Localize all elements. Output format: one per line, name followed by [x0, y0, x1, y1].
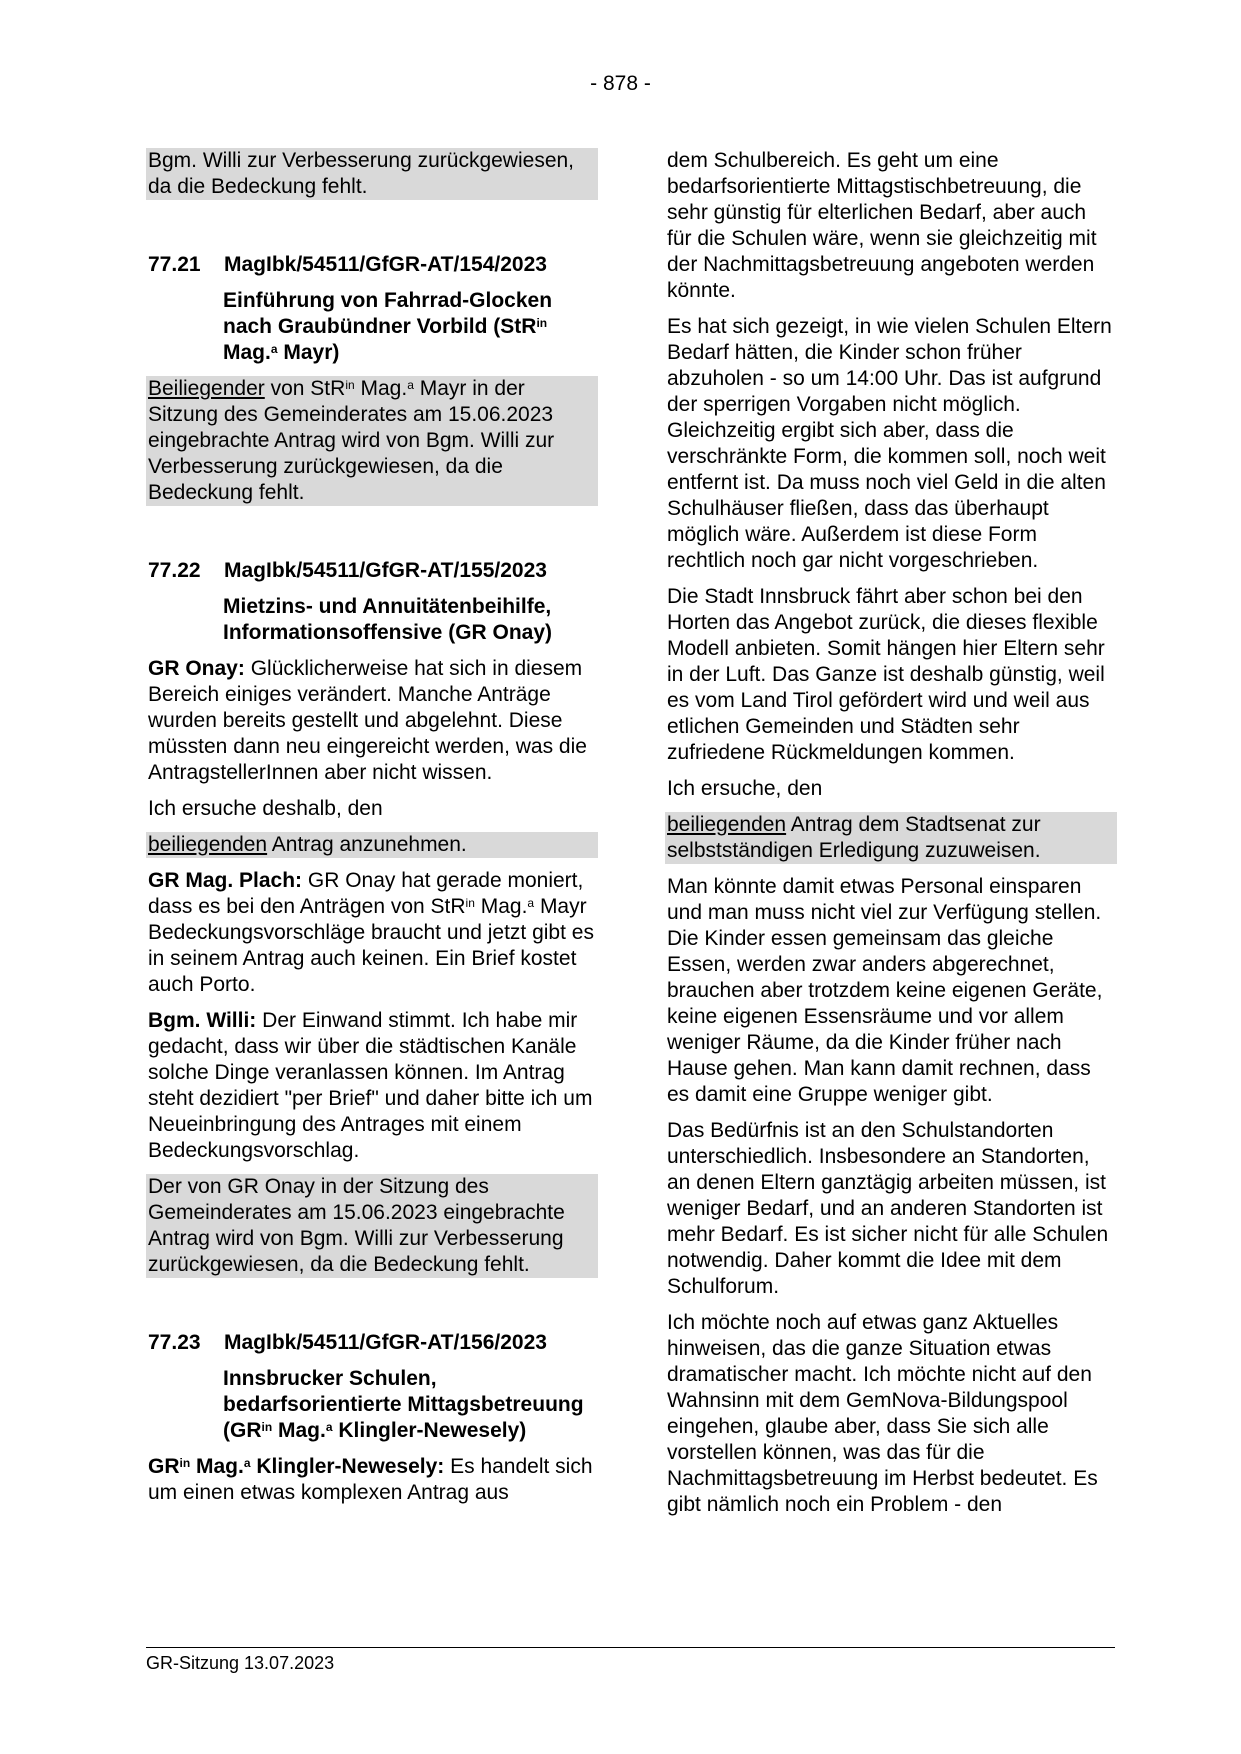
agenda-item-reference: MagIbk/54511/GfGR-AT/155/2023	[224, 559, 547, 582]
speech-paragraph: Ich ersuche, den	[667, 777, 823, 800]
agenda-item-title: Innsbrucker Schulen, bedarfsorientierte Mittagsbetreuung ($GR^{in}$ Mag.$^a$ Klingler-Newesely)	[223, 1367, 584, 1442]
speech-paragraph: dem Schulbereich. Es geht um eine bedarfsorientierte Mittagstischbetreuung, die sehr günstig für elterlichen Bedarf, aber auch für die Schulen wäre, wenn sie gleichzeitig mit der Nachmittagsbetreuung angeboten werden könnte.	[667, 149, 1097, 302]
agenda-item-heading	[146, 558, 598, 584]
agenda-item-reference: MagIbk/54511/GfGR-AT/154/2023	[224, 253, 547, 276]
speech-paragraph: GR Onay: Glücklicherweise hat sich in diesem Bereich einiges verändert. Manche Anträge wurden bereits gestellt und abgelehnt. Diese müssten dann neu eingereicht werden, was die AntragstellerInnen aber nicht wissen.	[148, 657, 587, 784]
decision-box: Bgm. Willi zur Verbesserung zurückgewiesen, da die Bedeckung fehlt.	[146, 148, 598, 200]
agenda-item-number: 77.21	[148, 253, 201, 276]
speech-paragraph: Man könnte damit etwas Personal einsparen und man muss nicht viel zur Verfügung stellen. Die Kinder essen gemeinsam das gleiche Essen, werden zwar anders abgerechnet, brauchen aber trotzdem keine eigenen Geräte, keine eigenen Essensräume und vor allem weniger Räume, da die Kinder früher nach Hause gehen. Man kann damit rechnen, dass es damit eine Gruppe weniger gibt.	[667, 875, 1103, 1106]
speech-paragraph: Ich ersuche deshalb, den	[148, 797, 383, 820]
decision-box: beiliegenden Antrag dem Stadtsenat zur selbstständigen Erledigung zuzuweisen.	[665, 812, 1117, 864]
speech-paragraph: Es hat sich gezeigt, in wie vielen Schulen Eltern Bedarf hätten, die Kinder schon früher abzuholen - so um 14:00 Uhr. Das ist aufgrund der sperrigen Vorgaben nicht möglich. Gleichzeitig ergibt sich aber, dass die verschränkte Form, die kommen soll, noch weit entfernt ist. Da muss noch viel Geld in die alten Schulhäuser fließen, dass das überhaupt möglich wäre. Außerdem ist diese Form rechtlich noch gar nicht vorgeschrieben.	[667, 315, 1112, 572]
page-number: - 878 -	[590, 72, 651, 95]
decision-box: beiliegenden Antrag anzunehmen.	[146, 832, 598, 858]
speech-paragraph: Ich möchte noch auf etwas ganz Aktuelles hinweisen, das die ganze Situation etwas dramatischer macht. Ich möchte nicht auf den Wahnsinn mit dem GemNova-Bildungspool eingehen, glaube aber, dass Sie sich alle vorstellen können, was das für die Nachmittagsbetreuung im Herbst bedeutet. Es gibt nämlich noch ein Problem - den	[667, 1311, 1098, 1516]
speech-paragraph: Bgm. Willi: Der Einwand stimmt. Ich habe mir gedacht, dass wir über die städtischen Kanäle solche Dinge veranlassen können. Im Antrag steht dezidiert "per Brief" und daher bitte ich um Neueinbringung des Antrages mit einem Bedeckungsvorschlag.	[148, 1009, 593, 1162]
speech-paragraph: GR Mag. Plach: GR Onay hat gerade moniert, dass es bei den Anträgen von StR$^{in}$ Mag.$^a$ Mayr Bedeckungsvorschläge braucht und jetzt gibt es in seinem Antrag auch keinen. Ein Brief kostet auch Porto.	[148, 869, 594, 996]
agenda-item-title: Mietzins- und Annuitätenbeihilfe, Informationsoffensive (GR Onay)	[223, 595, 553, 644]
decision-box: Der von GR Onay in der Sitzung des Gemeinderates am 15.06.2023 eingebrachte Antrag wird von Bgm. Willi zur Verbesserung zurückgewiesen, da die Bedeckung fehlt.	[146, 1174, 598, 1278]
footer-text: GR-Sitzung 13.07.2023	[146, 1653, 335, 1673]
speech-paragraph: Die Stadt Innsbruck fährt aber schon bei den Horten das Angebot zurück, die dieses flexible Modell anbieten. Somit hängen hier Eltern sehr in der Luft. Das Ganze ist deshalb günstig, weil es vom Land Tirol gefördert wird und weil aus etlichen Gemeinden und Städten sehr zufriedene Rückmeldungen kommen.	[667, 585, 1105, 764]
agenda-item-number: 77.22	[148, 559, 201, 582]
agenda-item-heading	[146, 252, 598, 278]
agenda-item-reference: MagIbk/54511/GfGR-AT/156/2023	[224, 1331, 547, 1354]
agenda-item-heading	[146, 1330, 598, 1356]
right-column	[665, 148, 1117, 1528]
speech-paragraph: $GR^{in}$ Mag.$^a$ Klingler-Newesely: Es handelt sich um einen etwas komplexen Antrag aus	[148, 1455, 593, 1504]
agenda-item-number: 77.23	[148, 1331, 201, 1354]
footer-divider	[146, 1647, 1115, 1648]
decision-box: Beiliegender von StR$^{in}$ Mag.$^a$ Mayr in der Sitzung des Gemeinderates am 15.06.2023 eingebrachte Antrag wird von Bgm. Willi zur Verbesserung zurückgewiesen, da die Bedeckung fehlt.	[146, 376, 598, 506]
speech-paragraph: Das Bedürfnis ist an den Schulstandorten unterschiedlich. Insbesondere an Standorten, an denen Eltern ganztägig arbeiten müssen, ist weniger Bedarf, und an anderen Standorten ist mehr Bedarf. Es ist sicher nicht für alle Schulen notwendig. Daher kommt die Idee mit dem Schulforum.	[667, 1119, 1109, 1298]
left-column	[146, 148, 598, 1516]
agenda-item-title: Einführung von Fahrrad-Glocken nach Graubündner Vorbild (StR$^{in}$ Mag.$^a$ Mayr)	[223, 289, 553, 364]
